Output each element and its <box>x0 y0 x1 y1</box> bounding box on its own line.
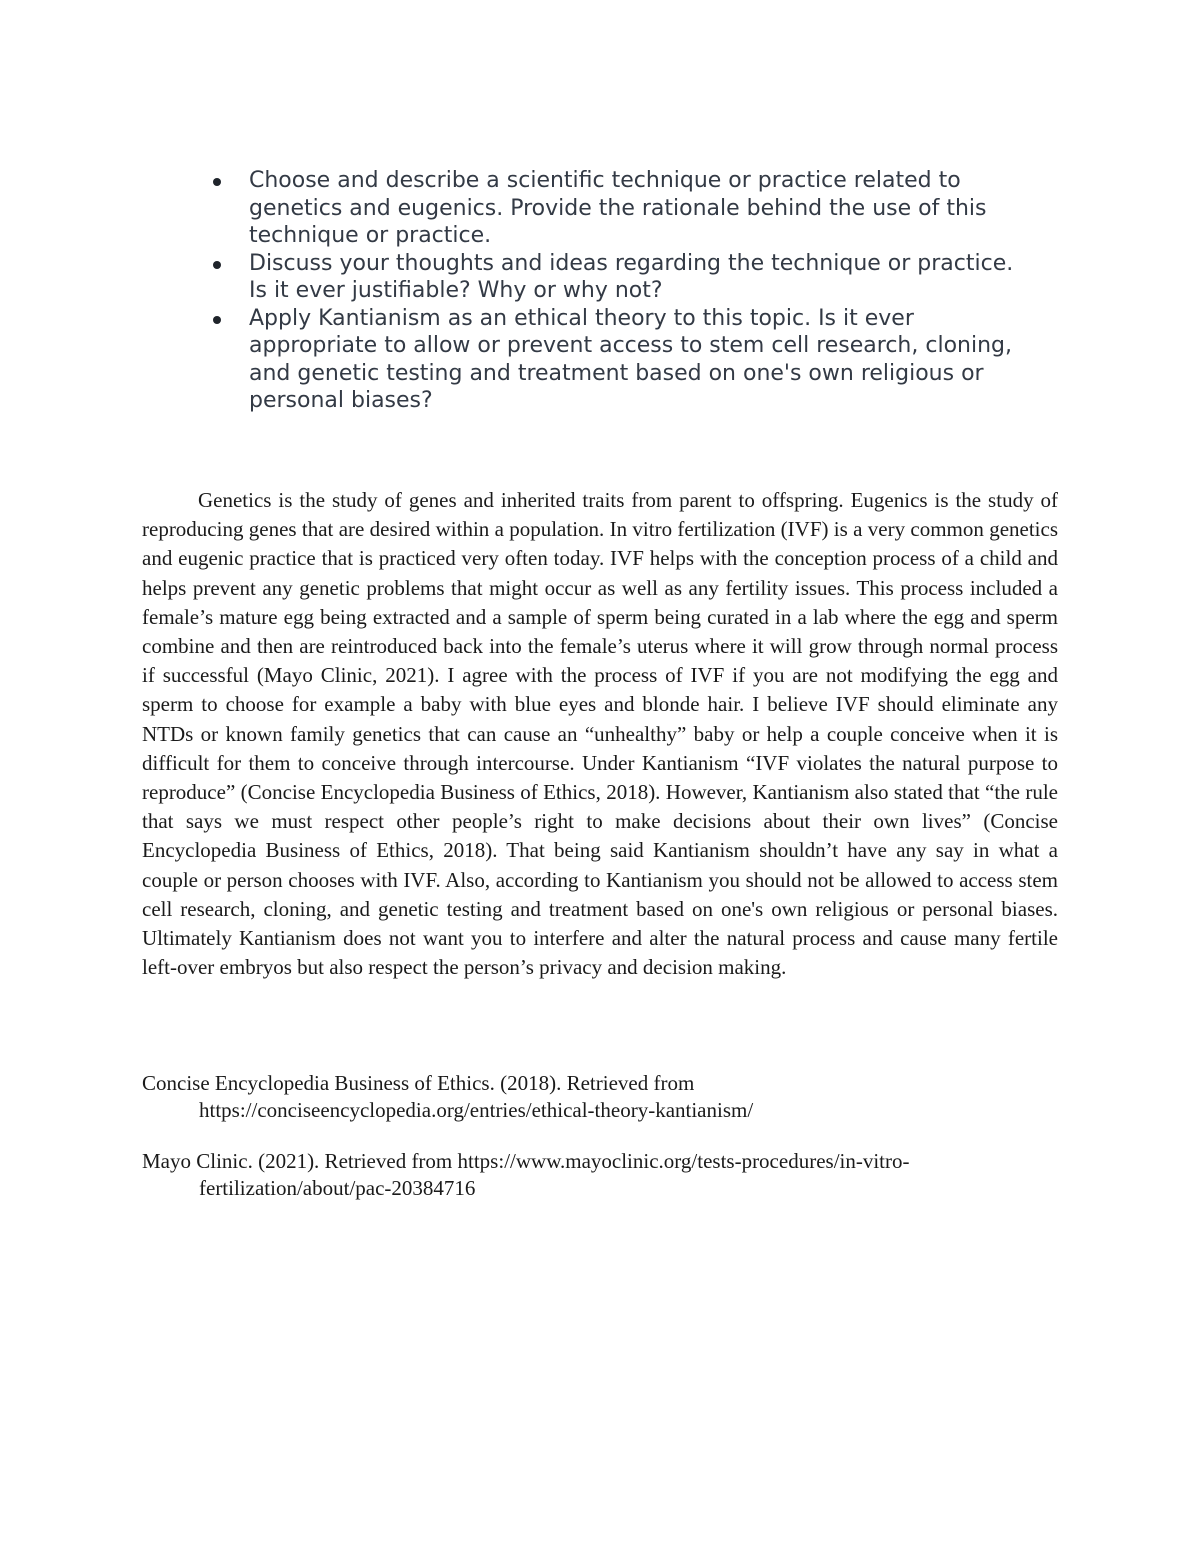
prompt-bullet-text: Choose and describe a scientific technique or practice related to genetics and eugenics. Provide the rationale behind the use of this technique or practice. <box>249 168 987 248</box>
prompt-bullet-text: Discuss your thoughts and ideas regarding the technique or practice. Is it ever justifiable? Why or why not? <box>249 250 1014 303</box>
bullet-icon <box>213 316 221 324</box>
bullet-icon <box>213 178 221 186</box>
references-section <box>142 1070 1058 1226</box>
prompt-bullet-item <box>200 250 1030 305</box>
prompt-bullet-item <box>200 167 1030 250</box>
reference-entry: Concise Encyclopedia Business of Ethics. (2018). Retrieved from https://conciseencyclopedia.org/entries/ethical-theory-kantianism/ <box>142 1071 754 1122</box>
prompt-bullet-text: Apply Kantianism as an ethical theory to this topic. Is it ever appropriate to allow or prevent access to stem cell research, cloning, and genetic testing and treatment based on one's own religious or personal biases? <box>249 305 1012 413</box>
prompt-bullet-item <box>200 305 1030 415</box>
bullet-icon <box>213 261 221 269</box>
assignment-prompt-list <box>200 167 1030 415</box>
essay-paragraph: Genetics is the study of genes and inherited traits from parent to offspring. Eugenics is the study of reproducing genes that are desired within a population. In vitro fertilization (IVF) is a very common genetics and eugenic practice that is practiced very often today. IVF helps with the conception process of a child and helps prevent any genetic problems that might occur as well as any fertility issues. This process included a female’s mature egg being extracted and a sample of sperm being curated in a lab where the egg and sperm combine and then are reintroduced back into the female’s uterus where it will grow through normal process if successful (Mayo Clinic, 2021). I agree with the process of IVF if you are not modifying the egg and sperm to choose for example a baby with blue eyes and blonde hair. I believe IVF should eliminate any NTDs or known family genetics that can cause an “unhealthy” baby or help a couple conceive when it is difficult for them to conceive through intercourse. Under Kantianism “IVF violates the natural purpose to reproduce” (Concise Encyclopedia Business of Ethics, 2018). However, Kantianism also stated that “the rule that says we must respect other people’s right to make decisions about their own lives” (Concise Encyclopedia Business of Ethics, 2018). That being said Kantianism shouldn’t have any say in what a couple or person chooses with IVF. Also, according to Kantianism you should not be allowed to access stem cell research, cloning, and genetic testing and treatment based on one's own religious or personal biases. Ultimately Kantianism does not want you to interfere and alter the natural process and cause many fertile left-over embryos but also respect the person’s privacy and decision making. <box>142 488 1058 980</box>
reference-entry: Mayo Clinic. (2021). Retrieved from https://www.mayoclinic.org/tests-procedures/in-vitro-fertilization/about/pac-20384716 <box>142 1149 910 1200</box>
